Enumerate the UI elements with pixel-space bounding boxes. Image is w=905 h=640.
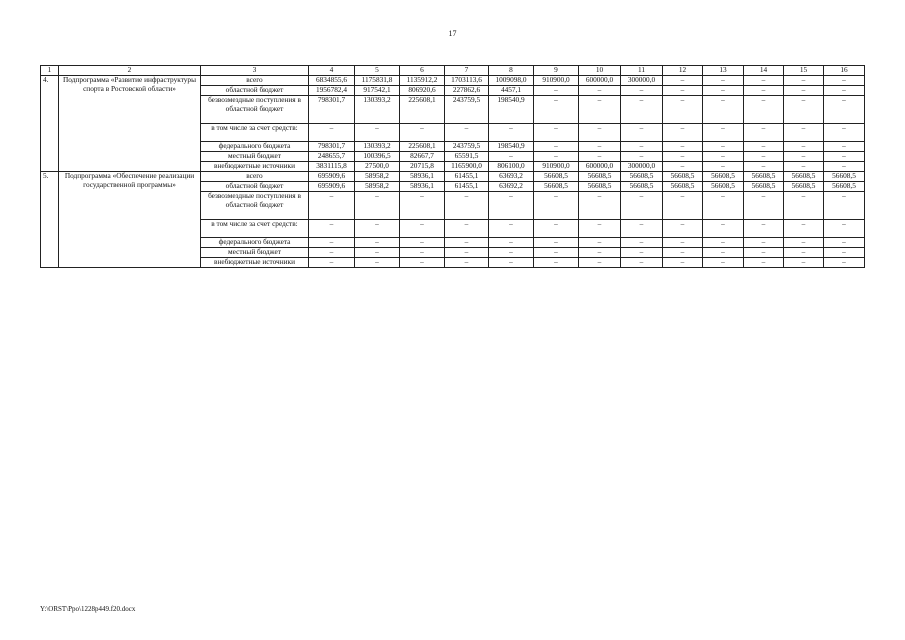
value-cell: 56608,5 — [663, 172, 703, 182]
funding-source-label: безвозмездные поступления в областной бюджет — [201, 192, 309, 220]
value-cell: – — [784, 238, 824, 248]
funding-source-label: внебюджетные источники — [201, 258, 309, 268]
value-cell: – — [784, 162, 824, 172]
value-cell: – — [621, 192, 663, 220]
value-cell: 58936,1 — [400, 182, 445, 192]
header-cell: 3 — [201, 66, 309, 76]
value-cell: – — [744, 96, 784, 124]
value-cell: 56608,5 — [744, 172, 784, 182]
value-cell: – — [824, 220, 865, 238]
header-cell: 1 — [41, 66, 59, 76]
value-cell: – — [445, 220, 489, 238]
value-cell: – — [663, 192, 703, 220]
value-cell: – — [663, 258, 703, 268]
value-cell: 225608,1 — [400, 96, 445, 124]
value-cell: 56608,5 — [621, 182, 663, 192]
value-cell: 82667,7 — [400, 152, 445, 162]
value-cell: 910900,0 — [534, 76, 579, 86]
funding-source-label: всего — [201, 172, 309, 182]
value-cell: 917542,1 — [355, 86, 400, 96]
value-cell: – — [824, 86, 865, 96]
value-cell: 58936,1 — [400, 172, 445, 182]
value-cell: 1703113,6 — [445, 76, 489, 86]
value-cell: – — [663, 76, 703, 86]
value-cell: 56608,5 — [663, 182, 703, 192]
value-cell: – — [355, 248, 400, 258]
header-cell: 12 — [663, 66, 703, 76]
header-cell: 13 — [703, 66, 744, 76]
header-cell: 7 — [445, 66, 489, 76]
value-cell: – — [824, 238, 865, 248]
value-cell: – — [784, 124, 824, 142]
value-cell: 65591,5 — [445, 152, 489, 162]
value-cell: 248655,7 — [309, 152, 355, 162]
value-cell: 56608,5 — [744, 182, 784, 192]
value-cell: – — [355, 124, 400, 142]
value-cell: – — [824, 192, 865, 220]
value-cell: – — [621, 142, 663, 152]
value-cell: – — [824, 124, 865, 142]
value-cell: 56608,5 — [703, 182, 744, 192]
value-cell: – — [489, 248, 534, 258]
funding-source-label: местный бюджет — [201, 248, 309, 258]
value-cell: 56608,5 — [621, 172, 663, 182]
budget-table — [40, 65, 865, 268]
value-cell: – — [744, 76, 784, 86]
value-cell: – — [703, 220, 744, 238]
value-cell: 61455,1 — [445, 182, 489, 192]
value-cell: – — [534, 96, 579, 124]
value-cell: – — [534, 152, 579, 162]
funding-source-label: местный бюджет — [201, 152, 309, 162]
value-cell: – — [309, 248, 355, 258]
value-cell: – — [784, 248, 824, 258]
value-cell: – — [824, 258, 865, 268]
funding-source-label: всего — [201, 76, 309, 86]
value-cell: – — [663, 162, 703, 172]
value-cell: – — [445, 258, 489, 268]
value-cell: – — [703, 258, 744, 268]
value-cell: – — [703, 124, 744, 142]
value-cell: 798301,7 — [309, 142, 355, 152]
value-cell: – — [621, 86, 663, 96]
value-cell: – — [744, 192, 784, 220]
value-cell: – — [744, 162, 784, 172]
funding-source-label: областной бюджет — [201, 86, 309, 96]
header-cell: 2 — [59, 66, 201, 76]
value-cell: – — [355, 258, 400, 268]
value-cell: – — [400, 124, 445, 142]
value-cell: 1956782,4 — [309, 86, 355, 96]
funding-source-label: федерального бюджета — [201, 238, 309, 248]
value-cell: 56608,5 — [784, 182, 824, 192]
value-cell: – — [579, 124, 621, 142]
value-cell: – — [824, 248, 865, 258]
value-cell: – — [744, 258, 784, 268]
section-title: Подпрограмма «Обеспечение реализации государственной программы» — [59, 172, 201, 268]
value-cell: – — [445, 238, 489, 248]
header-cell: 10 — [579, 66, 621, 76]
value-cell: 198540,9 — [489, 142, 534, 152]
value-cell: – — [579, 152, 621, 162]
value-cell: – — [489, 124, 534, 142]
header-cell: 9 — [534, 66, 579, 76]
funding-source-label: федерального бюджета — [201, 142, 309, 152]
value-cell: – — [784, 142, 824, 152]
header-cell: 5 — [355, 66, 400, 76]
value-cell: – — [703, 152, 744, 162]
value-cell: 1165900,0 — [445, 162, 489, 172]
value-cell: – — [621, 258, 663, 268]
footer-file-path: Y:\ORST\Ppo\1228p449.f20.docx — [40, 605, 136, 613]
section-number: 5. — [41, 172, 59, 268]
value-cell: – — [309, 124, 355, 142]
value-cell: – — [621, 238, 663, 248]
table-header-row — [41, 66, 865, 76]
value-cell: 910900,0 — [534, 162, 579, 172]
value-cell: 227862,6 — [445, 86, 489, 96]
value-cell: – — [621, 152, 663, 162]
value-cell: – — [744, 152, 784, 162]
value-cell: 63692,2 — [489, 182, 534, 192]
value-cell: 130393,2 — [355, 96, 400, 124]
value-cell: 130393,2 — [355, 142, 400, 152]
value-cell: – — [534, 220, 579, 238]
value-cell: 58958,2 — [355, 182, 400, 192]
value-cell: – — [400, 220, 445, 238]
value-cell: 61455,1 — [445, 172, 489, 182]
value-cell: 56608,5 — [824, 172, 865, 182]
value-cell: – — [579, 142, 621, 152]
value-cell: – — [309, 238, 355, 248]
value-cell: – — [703, 162, 744, 172]
value-cell: – — [445, 192, 489, 220]
value-cell: 63693,2 — [489, 172, 534, 182]
header-cell: 11 — [621, 66, 663, 76]
value-cell: – — [489, 258, 534, 268]
value-cell: – — [703, 192, 744, 220]
value-cell: – — [824, 142, 865, 152]
funding-source-label: областной бюджет — [201, 182, 309, 192]
funding-source-label: в том числе за счет средств: — [201, 124, 309, 142]
header-cell: 6 — [400, 66, 445, 76]
value-cell: – — [663, 152, 703, 162]
value-cell: – — [784, 192, 824, 220]
value-cell: – — [663, 220, 703, 238]
value-cell: 695909,6 — [309, 182, 355, 192]
value-cell: 1009098,0 — [489, 76, 534, 86]
value-cell: – — [309, 258, 355, 268]
value-cell: 300000,0 — [621, 76, 663, 86]
value-cell: – — [534, 248, 579, 258]
value-cell: – — [579, 96, 621, 124]
section-title: Подпрограмма «Развитие инфраструктуры спорта в Ростовской области» — [59, 76, 201, 172]
value-cell: – — [784, 220, 824, 238]
value-cell: – — [744, 238, 784, 248]
value-cell: – — [663, 248, 703, 258]
value-cell: – — [445, 124, 489, 142]
value-cell: – — [309, 192, 355, 220]
header-cell: 16 — [824, 66, 865, 76]
value-cell: – — [489, 220, 534, 238]
value-cell: – — [703, 238, 744, 248]
value-cell: 600000,0 — [579, 162, 621, 172]
value-cell: – — [703, 142, 744, 152]
value-cell: 56608,5 — [579, 182, 621, 192]
value-cell: 58958,2 — [355, 172, 400, 182]
value-cell: – — [445, 248, 489, 258]
value-cell: – — [703, 96, 744, 124]
value-cell: – — [355, 238, 400, 248]
value-cell: 6834855,6 — [309, 76, 355, 86]
value-cell: – — [400, 248, 445, 258]
table-row — [41, 172, 865, 182]
value-cell: 27500,0 — [355, 162, 400, 172]
value-cell: – — [703, 76, 744, 86]
value-cell: – — [784, 152, 824, 162]
value-cell: – — [744, 220, 784, 238]
value-cell: – — [744, 248, 784, 258]
value-cell: 243759,5 — [445, 96, 489, 124]
section-number: 4. — [41, 76, 59, 172]
value-cell: – — [579, 248, 621, 258]
value-cell: 20715,8 — [400, 162, 445, 172]
value-cell: 300000,0 — [621, 162, 663, 172]
value-cell: – — [663, 238, 703, 248]
value-cell: 56608,5 — [534, 172, 579, 182]
value-cell: – — [400, 238, 445, 248]
value-cell: – — [663, 96, 703, 124]
value-cell: 4457,1 — [489, 86, 534, 96]
value-cell: – — [703, 248, 744, 258]
value-cell: 56608,5 — [703, 172, 744, 182]
value-cell: – — [744, 142, 784, 152]
value-cell: – — [703, 86, 744, 96]
value-cell: – — [534, 258, 579, 268]
value-cell: 1175831,8 — [355, 76, 400, 86]
value-cell: 56608,5 — [824, 182, 865, 192]
page-number: 17 — [448, 29, 457, 38]
value-cell: – — [824, 152, 865, 162]
value-cell: – — [489, 238, 534, 248]
value-cell: – — [621, 124, 663, 142]
value-cell: – — [579, 220, 621, 238]
header-cell: 4 — [309, 66, 355, 76]
value-cell: – — [824, 76, 865, 86]
value-cell: – — [824, 96, 865, 124]
value-cell: 56608,5 — [784, 172, 824, 182]
table-row — [41, 76, 865, 86]
value-cell: 600000,0 — [579, 76, 621, 86]
value-cell: – — [784, 96, 824, 124]
header-cell: 8 — [489, 66, 534, 76]
value-cell: 695909,6 — [309, 172, 355, 182]
value-cell: – — [744, 86, 784, 96]
header-cell: 14 — [744, 66, 784, 76]
value-cell: – — [784, 258, 824, 268]
value-cell: – — [621, 96, 663, 124]
value-cell: – — [534, 86, 579, 96]
value-cell: – — [579, 86, 621, 96]
value-cell: – — [534, 124, 579, 142]
value-cell: 243759,5 — [445, 142, 489, 152]
value-cell: – — [489, 152, 534, 162]
value-cell: 3831115,8 — [309, 162, 355, 172]
value-cell: – — [534, 238, 579, 248]
value-cell: 56608,5 — [579, 172, 621, 182]
value-cell: – — [355, 220, 400, 238]
funding-source-label: безвозмездные поступления в областной бюджет — [201, 96, 309, 124]
value-cell: – — [579, 192, 621, 220]
value-cell: – — [309, 220, 355, 238]
value-cell: – — [534, 142, 579, 152]
value-cell: – — [579, 238, 621, 248]
value-cell: – — [489, 192, 534, 220]
header-cell: 15 — [784, 66, 824, 76]
value-cell: 1135912,2 — [400, 76, 445, 86]
value-cell: 56608,5 — [534, 182, 579, 192]
value-cell: – — [400, 258, 445, 268]
value-cell: – — [621, 248, 663, 258]
value-cell: – — [621, 220, 663, 238]
value-cell: – — [663, 124, 703, 142]
value-cell: – — [355, 192, 400, 220]
value-cell: 225608,1 — [400, 142, 445, 152]
funding-source-label: внебюджетные источники — [201, 162, 309, 172]
value-cell: – — [579, 258, 621, 268]
value-cell: – — [400, 192, 445, 220]
value-cell: – — [784, 76, 824, 86]
value-cell: – — [663, 86, 703, 96]
funding-source-label: в том числе за счет средств: — [201, 220, 309, 238]
value-cell: 100396,5 — [355, 152, 400, 162]
value-cell: – — [534, 192, 579, 220]
value-cell: – — [824, 162, 865, 172]
value-cell: 198540,9 — [489, 96, 534, 124]
value-cell: 806100,0 — [489, 162, 534, 172]
value-cell: – — [784, 86, 824, 96]
value-cell: – — [744, 124, 784, 142]
value-cell: – — [663, 142, 703, 152]
value-cell: 798301,7 — [309, 96, 355, 124]
value-cell: 806920,6 — [400, 86, 445, 96]
